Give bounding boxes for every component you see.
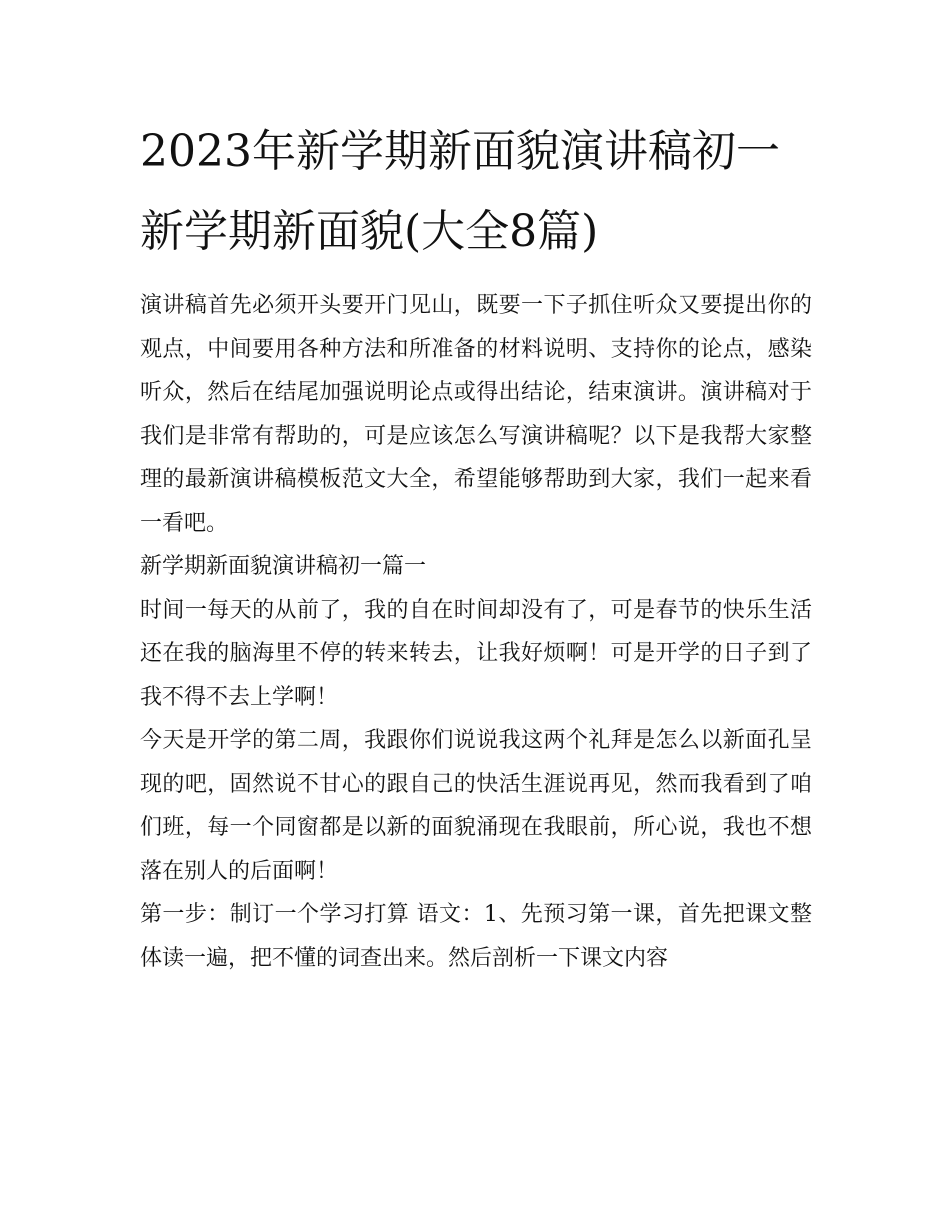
- paragraph: 第一步：制订一个学习打算 语文：1、先预习第一课，首先把课文整体读一遍，把不懂的词查出来。然后剖析一下课文内容: [140, 902, 812, 971]
- document-title: 2023年新学期新面貌演讲稿初一 新学期新面貌(大全8篇): [140, 126, 780, 257]
- paragraph: 时间一每天的从前了，我的自在时间却没有了，可是春节的快乐生活还在我的脑海里不停的转来转去，让我好烦啊！可是开学的日子到了我不得不去上学啊！: [140, 597, 812, 710]
- document-page: [140, 112, 812, 980]
- document-body: [140, 284, 812, 980]
- paragraph-intro: 演讲稿首先必须开头要开门见山，既要一下子抓住听众又要提出你的观点，中间要用各种方法和所准备的材料说明、支持你的论点，感染听众，然后在结尾加强说明论点或得出结论，结束演讲。演讲稿对于我们是非常有帮助的，可是应该怎么写演讲稿呢？以下是我帮大家整理的最新演讲稿模板范文大全，希望能够帮助到大家，我们一起来看一看吧。: [140, 293, 812, 536]
- paragraph: 今天是开学的第二周，我跟你们说说我这两个礼拜是怎么以新面孔呈现的吧，固然说不甘心的跟自己的快活生涯说再见，然而我看到了咱们班，每一个同窗都是以新的面貌涌现在我眼前，所心说，我也不想落在别人的后面啊！: [140, 728, 812, 884]
- section-heading: 新学期新面貌演讲稿初一篇一: [140, 554, 427, 579]
